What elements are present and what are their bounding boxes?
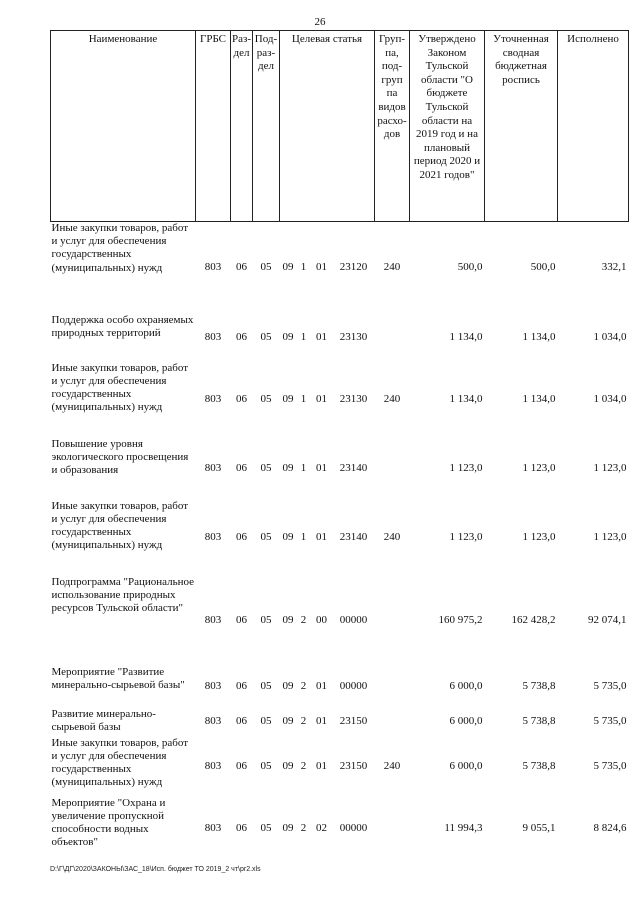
cell-target-measure: 02 (316, 821, 327, 834)
table-row (51, 708, 629, 737)
cell-approved: 6 000,0 (449, 679, 483, 692)
cell-grbs: 803 (204, 261, 222, 274)
cell-approved: 1 134,0 (449, 392, 483, 405)
cell-expense-group (375, 314, 410, 362)
cell-target-direction: 23150 (339, 759, 368, 772)
cell-target-program: 09 (282, 679, 294, 692)
table-row (51, 797, 629, 861)
cell-target-subprogram: 1 (300, 392, 307, 405)
cell-target-direction: 23140 (339, 530, 368, 543)
cell-razdel: 06 (236, 759, 247, 772)
cell-target-subprogram: 2 (300, 679, 307, 692)
cell-razdel: 06 (236, 261, 247, 274)
cell-executed: 1 123,0 (593, 461, 627, 474)
cell-target-direction: 00000 (339, 613, 368, 626)
cell-executed: 1 034,0 (593, 392, 627, 405)
cell-name: Мероприятие "Охрана и увеличение пропускной способности водных объектов" (51, 796, 166, 849)
cell-expense-group: 240 (383, 530, 401, 543)
table-row (51, 666, 629, 708)
cell-name: Иные закупки товаров, работ и услуг для обеспечения государственных (муниципальных) нужд (51, 361, 189, 414)
cell-expense-group (375, 438, 410, 500)
cell-executed: 5 735,0 (593, 759, 627, 772)
header-razdel: Раз-дел (231, 31, 253, 222)
cell-podrazdel: 05 (260, 821, 272, 834)
cell-refined: 5 738,8 (522, 715, 556, 728)
page-number: 26 (314, 16, 326, 28)
cell-name: Подпрограмма "Рациональное использование природных ресурсов Тульской области" (51, 575, 195, 614)
cell-expense-group (375, 576, 410, 666)
table-row (51, 500, 629, 576)
cell-approved: 6 000,0 (449, 715, 483, 728)
cell-target-measure: 01 (316, 392, 327, 405)
cell-expense-group (375, 666, 410, 708)
cell-podrazdel: 05 (260, 530, 272, 543)
cell-target-program: 09 (282, 461, 294, 474)
cell-razdel: 06 (236, 330, 247, 343)
header-refined: Уточненная сводная бюджетная роспись (485, 31, 558, 222)
cell-approved: 1 123,0 (449, 530, 483, 543)
cell-razdel: 06 (236, 679, 247, 692)
cell-target-subprogram: 1 (300, 261, 307, 274)
cell-target-direction: 23120 (339, 261, 368, 274)
cell-target-measure: 01 (316, 461, 327, 474)
cell-approved: 1 123,0 (449, 461, 483, 474)
cell-target-program: 09 (282, 821, 294, 834)
header-group: Груп-па, под-груп па видов расхо-дов (375, 31, 410, 222)
cell-podrazdel: 05 (260, 715, 272, 728)
cell-grbs: 803 (204, 715, 222, 728)
cell-expense-group (375, 708, 410, 737)
cell-refined: 5 738,8 (522, 679, 556, 692)
cell-target-program: 09 (282, 392, 294, 405)
cell-refined: 1 123,0 (522, 461, 556, 474)
cell-target-direction: 00000 (339, 821, 368, 834)
cell-refined: 5 738,8 (522, 759, 556, 772)
cell-target-measure: 01 (316, 261, 327, 274)
cell-target-subprogram: 1 (300, 330, 307, 343)
cell-grbs: 803 (204, 392, 222, 405)
cell-target-subprogram: 2 (300, 759, 307, 772)
cell-target-program: 09 (282, 613, 294, 626)
cell-target-direction: 00000 (339, 679, 368, 692)
cell-expense-group (375, 797, 410, 861)
header-target: Целевая статья (280, 31, 375, 222)
cell-target-direction: 23150 (339, 715, 368, 728)
cell-target-measure: 01 (316, 679, 327, 692)
cell-refined: 1 134,0 (522, 330, 556, 343)
cell-approved: 11 994,3 (444, 821, 483, 834)
file-path-footer: D:\Г\ДГ\2020\ЗАКОНЫ\ЗАС_18\Исп. бюджет ТО 2019_2 чт\pr2.xls (50, 866, 261, 873)
cell-grbs: 803 (204, 679, 222, 692)
cell-name: Иные закупки товаров, работ и услуг для обеспечения государственных (муниципальных) нужд (51, 499, 189, 552)
table-row (51, 438, 629, 500)
cell-refined: 9 055,1 (522, 821, 556, 834)
header-podrazdel: Под-раз-дел (253, 31, 280, 222)
cell-podrazdel: 05 (260, 461, 272, 474)
table-row (51, 737, 629, 797)
cell-target-program: 09 (282, 530, 294, 543)
cell-grbs: 803 (204, 530, 222, 543)
table-row (51, 362, 629, 438)
header-executed: Исполнено (558, 31, 629, 222)
table-row (51, 222, 629, 314)
header-approved: Утверждено Законом Тульской области "О бюджете Тульской области на 2019 год и на плановый период 2020 и 2021 годов" (410, 31, 485, 222)
cell-grbs: 803 (204, 613, 222, 626)
cell-podrazdel: 05 (260, 759, 272, 772)
cell-expense-group: 240 (383, 261, 401, 274)
table-row (51, 576, 629, 666)
cell-target-subprogram: 2 (300, 613, 307, 626)
cell-executed: 8 824,6 (593, 821, 627, 834)
cell-executed: 5 735,0 (593, 715, 627, 728)
cell-target-measure: 01 (316, 759, 327, 772)
budget-table (50, 30, 629, 861)
cell-name: Развитие минерально-сырьевой базы (51, 707, 156, 733)
cell-target-subprogram: 2 (300, 715, 307, 728)
cell-grbs: 803 (204, 461, 222, 474)
cell-target-measure: 01 (316, 715, 327, 728)
cell-approved: 1 134,0 (449, 330, 483, 343)
cell-target-direction: 23130 (339, 392, 368, 405)
cell-name: Мероприятие "Развитие минерально-сырьевой базы" (51, 665, 185, 691)
cell-target-measure: 01 (316, 530, 327, 543)
cell-grbs: 803 (204, 821, 222, 834)
cell-refined: 162 428,2 (511, 613, 556, 626)
table-header-row (51, 31, 629, 222)
cell-podrazdel: 05 (260, 330, 272, 343)
table-row (51, 314, 629, 362)
cell-grbs: 803 (204, 759, 222, 772)
cell-razdel: 06 (236, 392, 247, 405)
cell-podrazdel: 05 (260, 679, 272, 692)
cell-target-measure: 00 (316, 613, 327, 626)
header-grbs: ГРБС (196, 31, 231, 222)
cell-expense-group: 240 (383, 759, 401, 772)
cell-grbs: 803 (204, 330, 222, 343)
cell-name: Иные закупки товаров, работ и услуг для обеспечения государственных (муниципальных) нужд (51, 222, 189, 274)
cell-target-program: 09 (282, 330, 294, 343)
cell-approved: 160 975,2 (438, 613, 483, 626)
cell-refined: 1 134,0 (522, 392, 556, 405)
cell-name: Повышение уровня экологического просвещения и образования (51, 437, 189, 476)
cell-target-measure: 01 (316, 330, 327, 343)
cell-name: Иные закупки товаров, работ и услуг для обеспечения государственных (муниципальных) нужд (51, 736, 189, 789)
cell-razdel: 06 (236, 821, 247, 834)
cell-podrazdel: 05 (260, 392, 272, 405)
cell-executed: 332,1 (601, 261, 627, 274)
cell-razdel: 06 (236, 530, 247, 543)
cell-razdel: 06 (236, 461, 247, 474)
cell-target-program: 09 (282, 759, 294, 772)
cell-target-direction: 23140 (339, 461, 368, 474)
cell-target-subprogram: 1 (300, 461, 307, 474)
cell-target-program: 09 (282, 261, 294, 274)
cell-target-direction: 23130 (339, 330, 368, 343)
cell-podrazdel: 05 (260, 261, 272, 274)
cell-name: Поддержка особо охраняемых природных территорий (51, 313, 194, 339)
cell-podrazdel: 05 (260, 613, 272, 626)
cell-executed: 1 123,0 (593, 530, 627, 543)
cell-executed: 5 735,0 (593, 679, 627, 692)
header-name: Наименование (51, 31, 196, 222)
cell-approved: 500,0 (457, 261, 483, 274)
cell-refined: 1 123,0 (522, 530, 556, 543)
cell-razdel: 06 (236, 715, 247, 728)
cell-expense-group: 240 (383, 392, 401, 405)
cell-executed: 92 074,1 (588, 613, 627, 626)
cell-approved: 6 000,0 (449, 759, 483, 772)
cell-target-program: 09 (282, 715, 294, 728)
cell-refined: 500,0 (530, 261, 556, 274)
cell-executed: 1 034,0 (593, 330, 627, 343)
cell-razdel: 06 (236, 613, 247, 626)
cell-target-subprogram: 2 (300, 821, 307, 834)
cell-target-subprogram: 1 (300, 530, 307, 543)
